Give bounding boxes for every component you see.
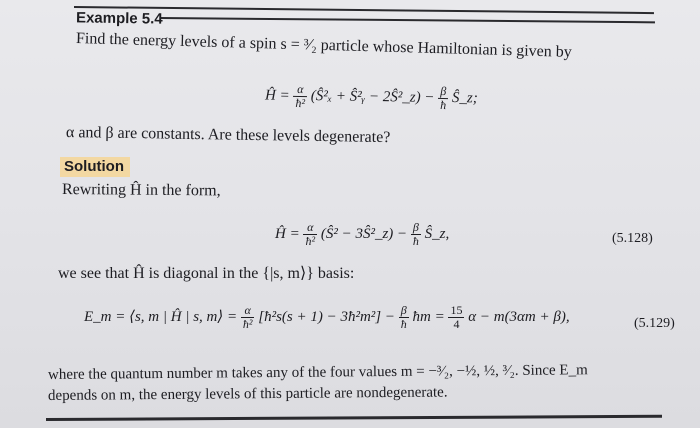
problem-statement: Find the energy levels of a spin s = ³⁄₂ particle whose Hamiltonian is given by xyxy=(75,30,572,61)
eq128-beta-frac xyxy=(411,221,421,248)
eq129-alpha-num: α xyxy=(241,304,255,318)
eq128-alpha-frac xyxy=(303,221,317,248)
eq128-beta-den: ħ xyxy=(412,234,419,248)
equation-number-5-128: (5.128) xyxy=(612,231,653,246)
equation-number-5-129: (5.129) xyxy=(634,316,675,331)
eq129-beta-num: β xyxy=(399,304,409,318)
hamiltonian-beta-frac xyxy=(438,85,448,112)
rewrite-line: Rewriting Ĥ in the form, xyxy=(61,181,221,200)
eq128-beta-num: β xyxy=(411,221,421,235)
eq129-alpha-den: ħ² xyxy=(242,317,253,331)
solution-title: Solution xyxy=(64,158,124,175)
eq128-lhs: Ĥ = xyxy=(275,225,300,242)
eq128-tail: Ŝ_z, xyxy=(424,225,450,242)
example-title: Example 5.4 xyxy=(75,9,163,28)
hamiltonian-alpha-den: ħ² xyxy=(295,95,306,111)
hamiltonian-equation xyxy=(265,83,478,113)
eq129-beta-den: ħ xyxy=(400,317,407,331)
hamiltonian-lhs: Ĥ = xyxy=(264,87,290,104)
eq129-frac-den: 4 xyxy=(453,317,460,331)
eq129-bracket: [ħ²s(s + 1) − 3ħ²m²] − xyxy=(258,308,396,325)
question-line: α and β are constants. Are these levels degenerate? xyxy=(65,124,391,147)
eq129-frac-num: 15 xyxy=(450,303,463,317)
conclusion-line-1: where the quantum number m takes any of the four values m = −³⁄₂, −½, ½, ³⁄₂. Since E_m xyxy=(47,362,588,383)
hamiltonian-tail: Ŝ_z; xyxy=(451,90,478,107)
hamiltonian-alpha-num: α xyxy=(293,83,307,97)
eq129-lhs: E_m = ⟨s, m | Ĥ | s, m⟩ = xyxy=(84,308,238,325)
eq129-tail: α − m(3αm + β), xyxy=(468,308,570,325)
equation-5-128 xyxy=(275,221,449,248)
eq129-beta-frac xyxy=(399,304,409,331)
hamiltonian-mid: (Ŝ²ₓ + Ŝ²ᵧ − 2Ŝ²_z) − xyxy=(310,88,435,106)
bottom-rule xyxy=(46,415,662,421)
eq129-mid: ħm = xyxy=(412,308,445,325)
eq128-alpha-den: ħ² xyxy=(305,234,316,248)
hamiltonian-alpha-frac xyxy=(293,83,307,110)
hamiltonian-beta-num: β xyxy=(438,85,448,99)
header-rule xyxy=(160,17,655,23)
diagonal-line: we see that Ĥ is diagonal in the {|s, m⟩} basis: xyxy=(58,265,355,282)
eq129-15-4-frac xyxy=(448,304,464,331)
conclusion-line-2: depends on m, the energy levels of this particle are nondegenerate. xyxy=(47,384,448,404)
eq128-mid: (Ŝ² − 3Ŝ²_z) − xyxy=(320,225,408,242)
hamiltonian-beta-den: ħ xyxy=(440,97,447,113)
eq128-alpha-num: α xyxy=(303,221,317,235)
eq129-alpha-frac xyxy=(241,304,255,331)
equation-5-129 xyxy=(84,304,570,331)
